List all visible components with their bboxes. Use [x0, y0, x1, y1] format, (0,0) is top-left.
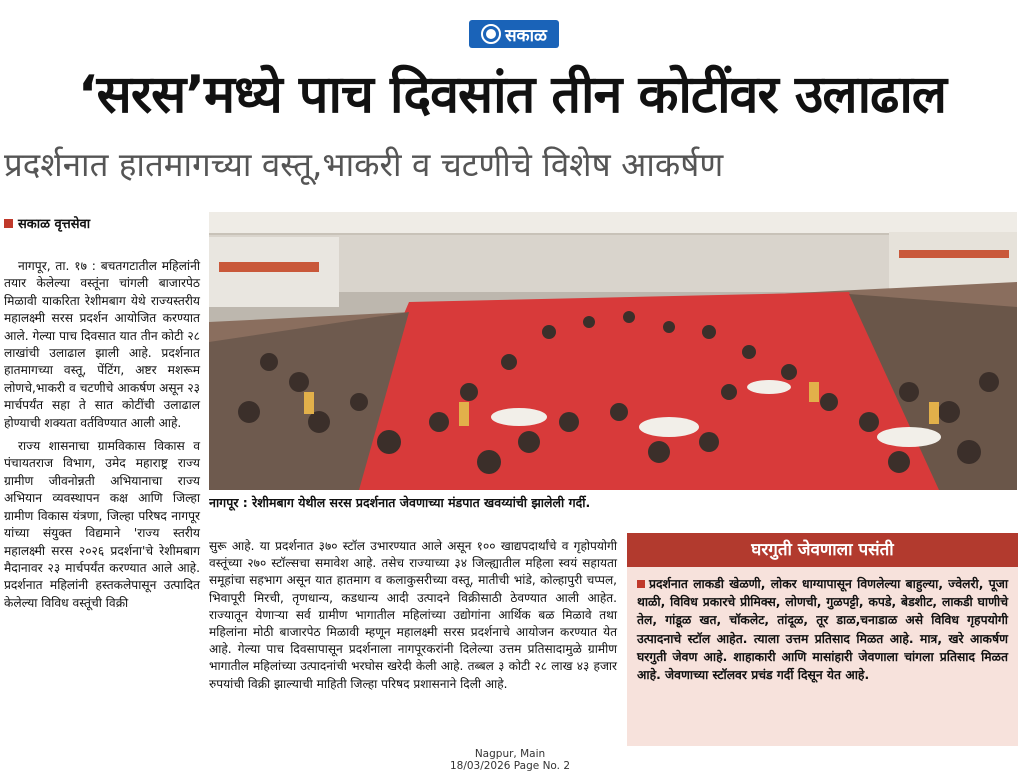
subheadline: प्रदर्शनात हातमागच्या वस्तू,भाकरी व चटणीचे विशेष आकर्षण	[4, 145, 724, 184]
sakal-emblem-icon	[481, 24, 501, 44]
left-paragraph-1: नागपूर, ता. १७ : बचतगटातील महिलांनी तयार केलेल्या वस्तूंना चांगली बाजारपेठ मिळावी याकरिता रेशीमबाग येथे राज्यस्तरीय महालक्ष्मी सरस प्रदर्शन आयोजित करण्यात आले. गेल्या पाच दिवसात यात तीन कोटी २८ लाखांची उलाढाल झाली आहे. प्रदर्शनात हातमागच्या वस्तू, पेंटिंग, अष्टर मशरूम लोणचे,भाकरी व चटणीचे आकर्षण असून २३ मार्चपर्यंत सहा ते सात कोटींची उलाढाल होण्याची शक्यता वर्तविण्यात आली आहे.	[4, 259, 200, 430]
bullet-square-icon	[637, 580, 645, 588]
page-footer	[420, 748, 600, 772]
sidebar-box-text: प्रदर्शनात लाकडी खेळणी, लोकर धाग्यापासून विणलेल्या बाहुल्या, ज्वेलरी, पूजा थाळी, विविध प्रकारचे प्रीमिक्स, लोणची, गुळपट्टी, कपडे, बेडशीट, लाकडी घाणीचे तेल, गांडूळ खत, चॉकलेट, तांदूळ, तूर डाळ,चनाडाळ असे विविध गृहपयोगी उत्पादनाचे स्टॉल आहेत. त्याला उत्तम प्रतिसाद मिळत आहे. मात्र, खरे आकर्षण घरगुती जेवण आहे. शाहाकारी आणि मासांहारी जेवणाला चांगला प्रतिसाद मिळत आहे. जेवणाच्या स्टॉलवर प्रचंड गर्दी दिसून येत आहे.	[637, 577, 1008, 683]
exhibition-photo	[209, 212, 1017, 490]
left-paragraph-2: राज्य शासनाचा ग्रामविकास विकास व पंचायतराज विभाग, उमेद महाराष्ट्र राज्य ग्रामीण जीवनोन्नती अभियानाचा राज्य अभियान व्यवस्थापन कक्ष आणि जिल्हा ग्रामीण विकास यंत्रणा, जिल्हा परिषद नागपूर यांच्या संयुक्त विद्यमाने 'राज्य स्तरीय महालक्ष्मी सरस २०२६ प्रदर्शना'चे रेशीमबाग मैदानावर २३ मार्चपर्यंत करण्यात आले आहे. प्रदर्शनात महिलांनी हस्तकलेपासून उत्पादित केलेल्या विविध वस्तूंची विक्री	[4, 439, 200, 610]
footer-edition: Nagpur, Main	[474, 748, 546, 760]
byline-square-icon	[4, 219, 13, 228]
sidebar-box-title: घरगुती जेवणाला पसंती	[627, 533, 1018, 567]
byline	[4, 213, 90, 233]
left-column	[4, 258, 200, 612]
footer-date-page: 18/03/2026 Page No. 2	[449, 760, 571, 772]
middle-paragraph: सुरू आहे. या प्रदर्शनात ३७० स्टॉल उभारण्यात आले असून १०० खाद्यपदार्थांचे व गृहोपयोगी वस्तूंच्या २७० स्टॉल्सचा समावेश आहे. तसेच राज्याच्या ३४ जिल्ह्यातील महिला स्वयं सहायता समूहांचा सहभाग असून यात हातमाग व कलाकुसरीच्या वस्तू, मातीची भांडे, कोल्हापुरी चप्पल, भिवापूरी मिरची, तृणधान्य, कडधान्य आदी उत्पादने विक्रीसाठी ठेवण्यात आली आहेत. राज्यातून येणाऱ्या सर्व ग्रामीण भागातील महिलांच्या उद्योगांना आर्थिक बळ मिळावे तथा महिलांना मोठी बाजारपेठ मिळावी म्हणून महालक्ष्मी सरस प्रदर्शनाचे आयोजन करण्यात येत आहे. गेल्या पाच दिवसापासून प्रदर्शनाला नागपूरकरांनी दिलेल्या उत्तम प्रतिसादामुळे ग्रामीण भागातील महिलांच्या उत्पादनांची भरघोस खरेदी केली आहे. तब्बल ३ कोटी २८ लाख ४३ हजार रुपयांची विक्री झाल्याची माहिती जिल्हा परिषद प्रशासनाने दिली आहे.	[209, 539, 617, 691]
byline-text: सकाळ वृत्तसेवा	[18, 217, 91, 232]
photo-caption: नागपूर : रेशीमबाग येथील सरस प्रदर्शनात जेवणाच्या मंडपात खवय्यांची झालेली गर्दी.	[209, 495, 591, 510]
middle-column	[209, 538, 617, 693]
headline: ‘सरस’मध्ये पाच दिवसांत तीन कोटींवर उलाढाल	[77, 65, 947, 125]
logo-text: सकाळ	[505, 25, 547, 46]
sidebar-box	[627, 533, 1018, 746]
sidebar-box-body	[627, 567, 1018, 684]
sakal-logo	[469, 20, 559, 48]
crowd-photo-illustration	[209, 212, 1017, 490]
